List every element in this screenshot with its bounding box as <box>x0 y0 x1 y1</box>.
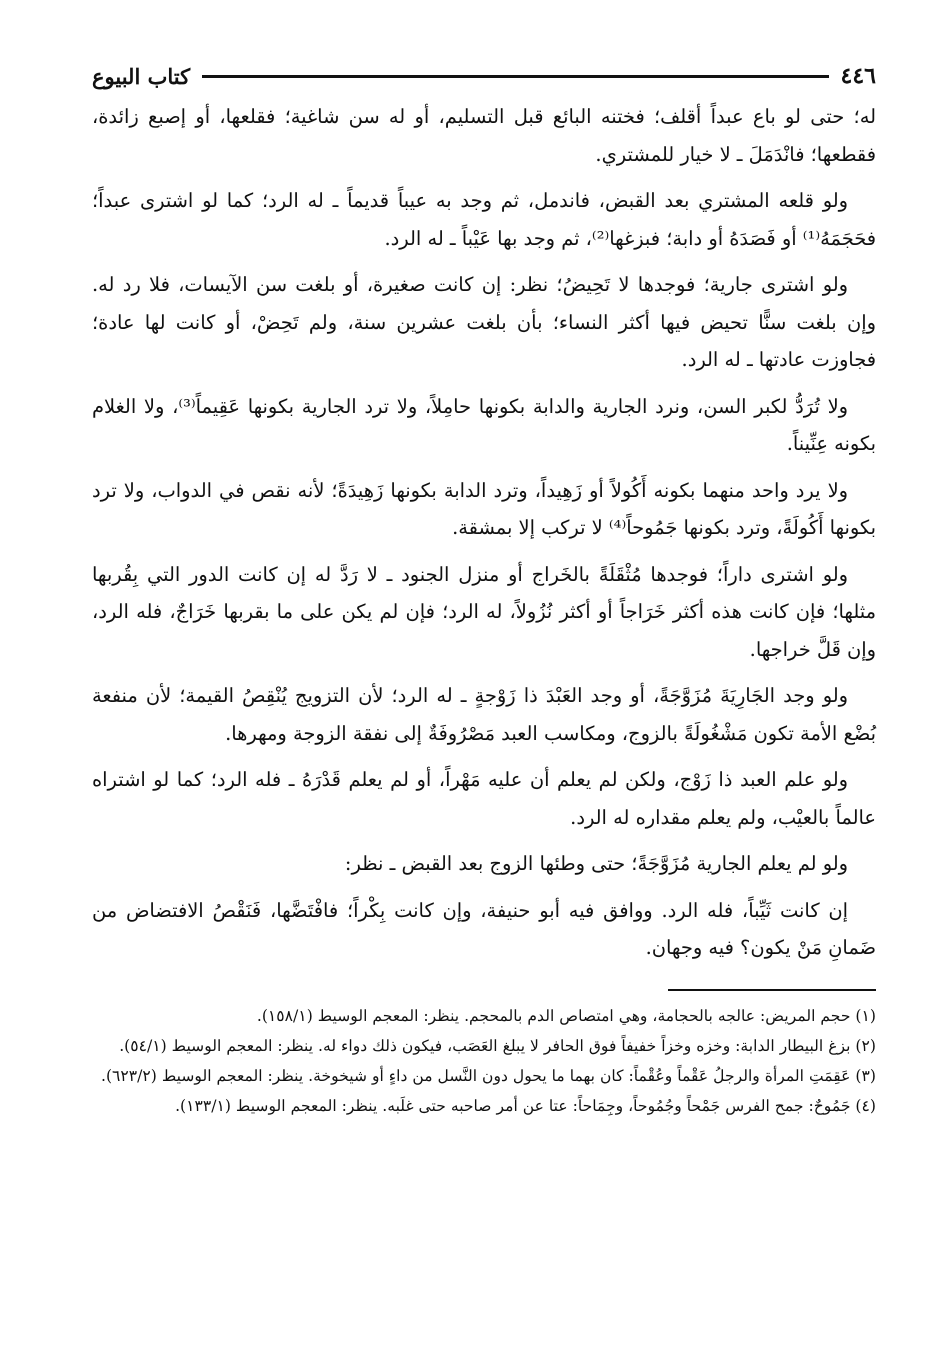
header-rule <box>202 75 828 78</box>
book-page <box>92 58 876 1348</box>
paragraph: ولا يرد واحد منهما بكونه أَكُولاً أو زَهِيداً، وترد الدابة بكونها زَهِيدَةً؛ لأنه نقص في الدواب، ولا ترد بكونها أَكُولَةً، وترد بكونها جَمُوحاً⁽⁴⁾ لا تركب إلا بمشقة. <box>92 478 876 539</box>
footnote-separator <box>668 989 876 991</box>
paragraph: ولو لم يعلم الجارية مُزَوَّجَةً؛ حتى وطئها الزوج بعد القبض ـ نظر: <box>344 852 848 875</box>
paragraph: ولو اشترى داراً؛ فوجدها مُثْقَلَةً بالخَراج أو منزل الجنود ـ لا رَدَّ له إن كانت الدور التي بِقُربها مثلها؛ فإن كانت هذه أكثر خَرَاجاً أو أكثر نُزُولاً، له الرد؛ فإن لم يكن على ما بقربها خَرَاجٌ، فله الرد، وإن قَلَّ خراجها. <box>92 562 876 661</box>
paragraph: إن كانت ثَيِّباً، فله الرد. ووافق فيه أبو حنيفة، وإن كانت بِكْراً؛ فافْتَضَّها، فَنَقْصُ الافتضاض من ضَمانِ مَنْ يكون؟ فيه وجهان. <box>92 898 876 959</box>
paragraph: ولو اشترى جارية؛ فوجدها لا تَحِيضُ؛ نظر: إن كانت صغيرة، أو بلغت سن الآيسات، فلا رد له. وإن بلغت سنًّا تحيض فيها أكثر النساء؛ بأن بلغت عشرين سنة، ولم تَحِضْ، أو كانت لها عادة؛ فجاوزت عادتها ـ له الرد. <box>92 273 876 371</box>
running-title: كتاب البيوع <box>92 63 191 89</box>
footnotes <box>92 1001 876 1121</box>
footnote: (٣) عَقِمَتِ المرأة والرجلُ عَقْماً وعُقْماً: كان بهما ما يحول دون النَّسل من داءٍ أو شيخوخة. ينظر: المعجم الوسيط (٦٢٣/٢). <box>100 1066 876 1085</box>
paragraph: له؛ حتى لو باع عبداً أقلف؛ فختنه البائع قبل التسليم، أو له سن شاغية؛ فقلعها، أو إصبع زائدة، فقطعها؛ فانْدَمَلَ ـ لا خيار للمشتري. <box>92 105 876 166</box>
footnote: (١) حجم المريض: عالجه بالحجامة، وهي امتصاص الدم بالمحجم. ينظر: المعجم الوسيط (١٥٨/١). <box>256 1006 876 1025</box>
paragraph: ولو قلعه المشتري بعد القبض، فاندمل، ثم وجد به عيباً قديماً ـ له الرد؛ كما لو اشترى عبداً؛ فحَجَمَهُ⁽¹⁾ أو فَصَدَهُ أو دابة؛ فبزغها⁽²⁾، ثم وجد بها عَيْباً ـ له الرد. <box>92 189 876 250</box>
footnote: (٢) بزغ البيطار الدابة: وخزه وخزاً خفيفاً فوق الحافر لا يبلغ العَصَب، فيكون ذلك دواء له. ينظر: المعجم الوسيط (٥٤/١). <box>119 1036 876 1055</box>
paragraph: ولا تُرَدُّ لكبر السن، ونرد الجارية والدابة بكونها حامِلاً، ولا ترد الجارية بكونها عَقِيماً⁽³⁾، ولا الغلام بكونه عِنِّيناً. <box>92 394 876 455</box>
page-number: ٤٤٦ <box>840 63 876 89</box>
paragraph: ولو علم العبد ذا زَوْج، ولكن لم يعلم أن عليه مَهْراً، أو لم يعلم قَدْرَهُ ـ فله الرد؛ كما لو اشتراه عالماً بالعيْب، ولم يعلم مقداره له الرد. <box>92 768 876 829</box>
page-header <box>92 58 876 94</box>
main-text <box>92 98 876 967</box>
footnote: (٤) جَمُوحٌ: جمح الفرس جَمْحاً وجُمُوحاً، وجِمَاحاً: عتا عن أمر صاحبه حتى غلَبه. ينظر: المعجم الوسيط (١٣٣/١). <box>175 1096 876 1115</box>
paragraph: ولو وجد الجَارِيَةَ مُزَوَّجَةً، أو وجد العَبْدَ ذا زَوْجةٍ ـ له الرد؛ لأن التزويج يُنْقِصُ القيمة؛ لأن منفعة بُضْع الأمة تكون مَشْغُولَةً بالزوج، ومكاسب العبد مَصْرُوفَةٌ إلى نفقة الزوجة ومهرها. <box>92 684 876 745</box>
